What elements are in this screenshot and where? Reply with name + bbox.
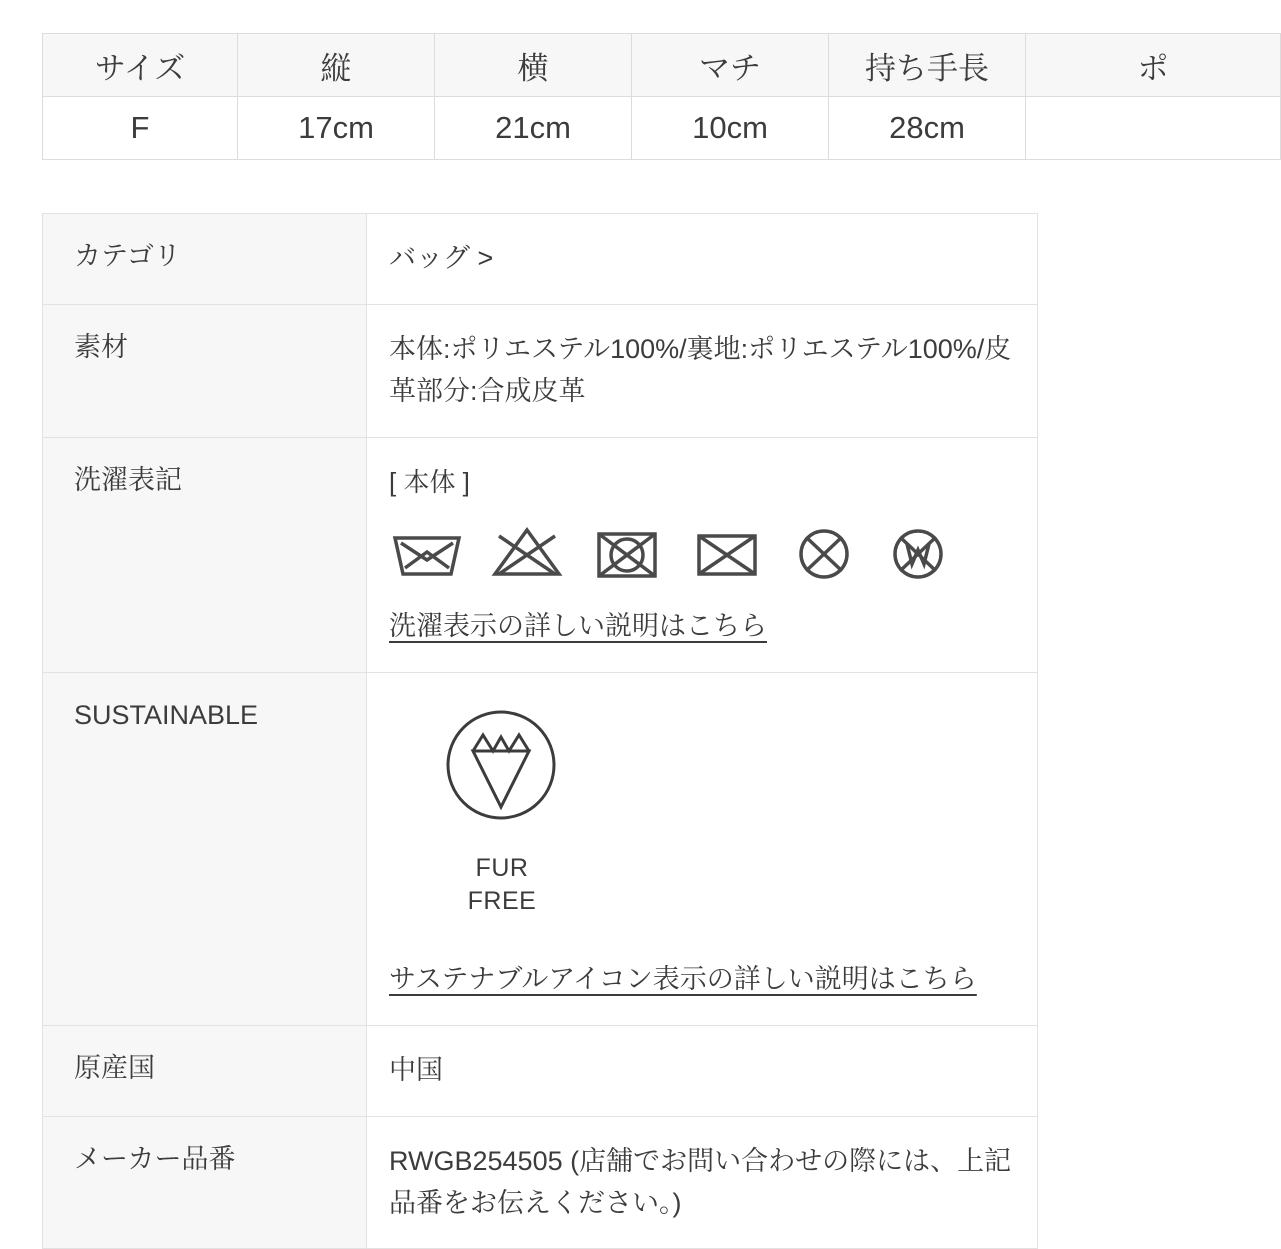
detail-row-maker	[43, 1116, 1038, 1249]
size-table-row	[43, 97, 1281, 160]
detail-value-material: 本体:ポリエステル100%/裏地:ポリエステル100%/皮革部分:合成皮革	[367, 304, 1038, 437]
size-table-header-cell: 持ち手長	[829, 34, 1026, 97]
product-detail-table	[42, 213, 1038, 1249]
fur-free-caption-line1: FUR	[475, 853, 529, 882]
detail-value-washing	[367, 437, 1038, 672]
detail-value-category	[367, 214, 1038, 305]
size-table-header-cell: ポ	[1026, 34, 1281, 97]
size-table-header-row	[43, 34, 1281, 97]
no-bleach-icon	[491, 524, 563, 580]
washing-symbol-list	[391, 524, 1017, 580]
size-table-cell: F	[43, 97, 238, 160]
fur-free-caption	[449, 852, 555, 920]
no-flat-dry-icon	[691, 524, 763, 580]
detail-label-origin: 原産国	[43, 1025, 367, 1116]
size-table-cell: 28cm	[829, 97, 1026, 160]
fur-free-block	[389, 697, 1017, 919]
size-table-cell: 10cm	[632, 97, 829, 160]
sustainable-guide-link[interactable]: サステナブルアイコン表示の詳しい説明はこちら	[389, 964, 977, 995]
category-link[interactable]: バッグ >	[389, 243, 494, 273]
size-table-header-cell: 縦	[238, 34, 435, 97]
detail-value-sustainable	[367, 672, 1038, 1025]
size-table-container	[42, 33, 1169, 160]
tumble-dry-icon	[591, 524, 663, 580]
hand-wash-icon	[391, 524, 463, 580]
fur-free-caption-line2: FREE	[467, 887, 537, 916]
size-table-header-cell: 横	[435, 34, 632, 97]
detail-label-material: 素材	[43, 304, 367, 437]
detail-label-sustainable: SUSTAINABLE	[43, 672, 367, 1025]
detail-row-category	[43, 214, 1038, 305]
size-table-cell	[1026, 97, 1281, 160]
sustainable-link-wrap	[389, 959, 1017, 1001]
detail-label-washing: 洗濯表記	[43, 437, 367, 672]
no-dry-clean-icon	[791, 524, 857, 580]
detail-value-maker: RWGB254505 (店舗でお問い合わせの際には、上記品番をお伝えください。)	[367, 1116, 1038, 1249]
size-table-cell: 21cm	[435, 97, 632, 160]
detail-label-maker: メーカー品番	[43, 1116, 367, 1249]
fur-free-icon	[421, 805, 581, 835]
detail-row-washing	[43, 437, 1038, 672]
size-table-cell: 17cm	[238, 97, 435, 160]
detail-row-sustainable	[43, 672, 1038, 1025]
detail-row-material	[43, 304, 1038, 437]
no-wet-clean-icon	[885, 524, 951, 580]
size-table-header-cell: サイズ	[43, 34, 238, 97]
detail-row-origin	[43, 1025, 1038, 1116]
detail-value-origin: 中国	[367, 1025, 1038, 1116]
washing-guide-link[interactable]: 洗濯表示の詳しい説明はこちら	[389, 610, 767, 641]
size-table-header-cell: マチ	[632, 34, 829, 97]
size-table	[42, 33, 1281, 160]
washing-section-title: [ 本体 ]	[389, 466, 470, 497]
detail-label-category: カテゴリ	[43, 214, 367, 305]
